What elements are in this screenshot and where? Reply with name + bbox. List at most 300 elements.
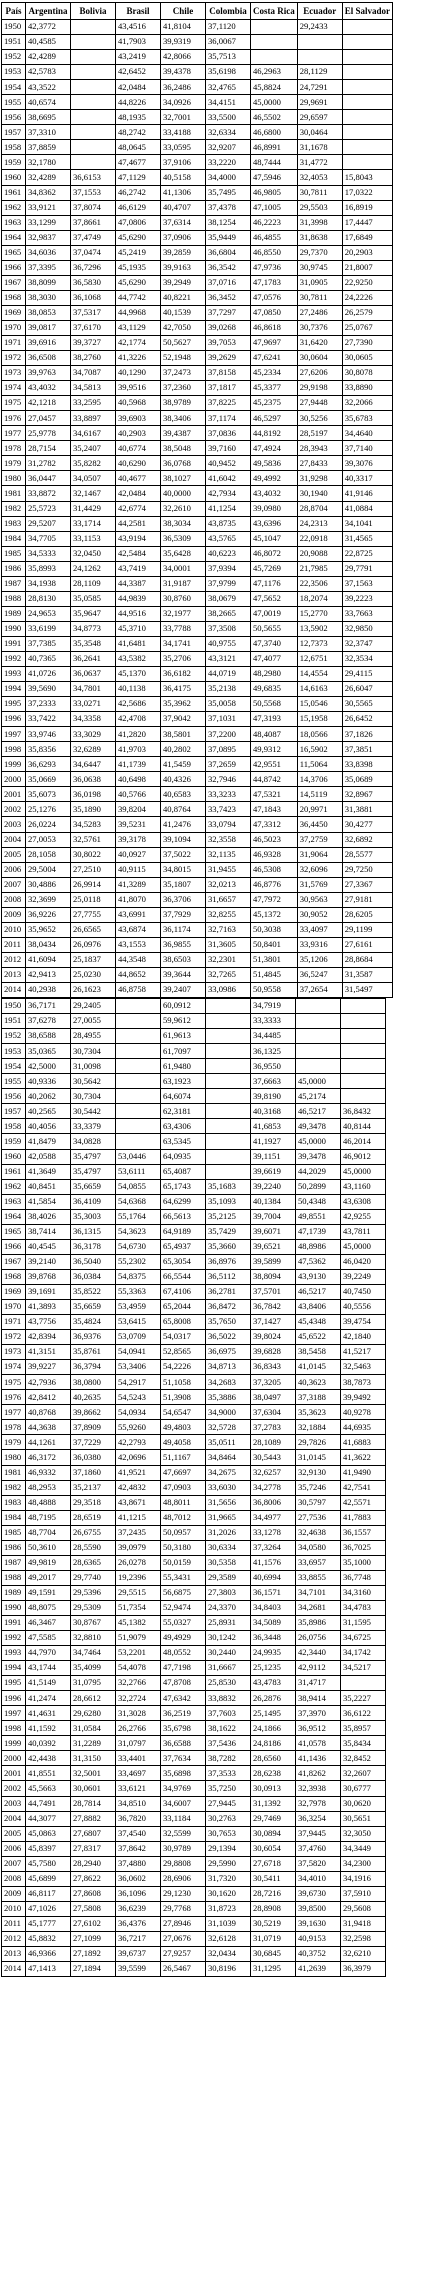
value-cell: 38,7414 (26, 1224, 71, 1239)
value-cell: 36,2486 (161, 80, 206, 95)
value-cell: 29,5207 (26, 516, 71, 531)
value-cell: 34,6447 (71, 757, 116, 772)
value-cell: 55,3363 (116, 1284, 161, 1299)
value-cell: 41,2474 (26, 1691, 71, 1706)
value-cell: 55,3431 (161, 1570, 206, 1585)
table-row (2, 606, 393, 621)
value-cell: 37,9042 (161, 712, 206, 727)
value-cell: 36,4175 (161, 682, 206, 697)
value-cell: 39,2249 (341, 1269, 386, 1284)
value-cell: 46,9805 (251, 185, 298, 200)
value-cell: 47,1129 (116, 170, 161, 185)
year-cell: 1952 (2, 50, 26, 65)
value-cell: 27,5808 (71, 1901, 116, 1916)
value-cell (341, 999, 386, 1014)
table-row (2, 651, 393, 666)
value-cell: 29,2405 (71, 999, 116, 1014)
value-cell: 41,8070 (116, 892, 161, 907)
value-cell: 36,5309 (161, 531, 206, 546)
value-cell: 32,2610 (161, 501, 206, 516)
value-cell (206, 1029, 251, 1044)
value-cell: 39,4378 (161, 65, 206, 80)
value-cell: 50,5627 (161, 335, 206, 350)
year-cell: 1967 (2, 275, 26, 290)
value-cell: 30,9052 (297, 907, 342, 922)
table-body-1 (2, 20, 393, 998)
value-cell: 35,3962 (161, 697, 206, 712)
value-cell: 47,6241 (251, 351, 298, 366)
value-cell: 41,1306 (161, 185, 206, 200)
value-cell: 50,0957 (161, 1525, 206, 1540)
value-cell: 47,1413 (26, 1962, 71, 1977)
value-cell: 41,6094 (26, 952, 71, 967)
value-cell: 43,4783 (251, 1676, 296, 1691)
value-cell: 24,9935 (251, 1646, 296, 1661)
value-cell: 41,6481 (116, 636, 161, 651)
value-cell: 29,2433 (297, 20, 342, 35)
table-row (2, 1194, 386, 1209)
year-cell: 1978 (2, 1420, 26, 1435)
value-cell: 35,0689 (342, 772, 392, 787)
value-cell: 42,9551 (251, 757, 298, 772)
value-cell: 37,8909 (71, 1420, 116, 1435)
value-cell: 32,0213 (206, 877, 251, 892)
value-cell: 48,2742 (116, 125, 161, 140)
value-cell: 39,1151 (251, 1149, 296, 1164)
value-cell: 35,2407 (71, 441, 116, 456)
value-cell: 30,5443 (251, 1450, 296, 1465)
value-cell: 37,1553 (71, 185, 116, 200)
value-cell: 46,5217 (296, 1104, 341, 1119)
value-cell: 45,0000 (251, 95, 298, 110)
value-cell: 30,5651 (341, 1811, 386, 1826)
table-row (2, 847, 393, 862)
value-cell (296, 1044, 341, 1059)
value-cell: 45,6899 (26, 1871, 71, 1886)
year-cell: 1956 (2, 1089, 26, 1104)
year-cell: 2006 (2, 862, 26, 877)
value-cell (342, 80, 392, 95)
year-cell: 1979 (2, 1435, 26, 1450)
value-cell: 34,7705 (26, 531, 71, 546)
value-cell: 28,3943 (297, 441, 342, 456)
value-cell: 45,8397 (26, 1841, 71, 1856)
value-cell: 34,3449 (341, 1841, 386, 1856)
table-row (2, 892, 393, 907)
value-cell: 32,6289 (71, 742, 116, 757)
value-cell: 26,2876 (251, 1691, 296, 1706)
value-cell: 37,3188 (296, 1390, 341, 1405)
value-cell: 37,7229 (71, 1435, 116, 1450)
value-cell: 35,9449 (206, 230, 251, 245)
value-cell: 37,0895 (206, 742, 251, 757)
value-cell: 28,6906 (161, 1871, 206, 1886)
value-cell: 36,0768 (161, 456, 206, 471)
value-cell: 40,7450 (341, 1284, 386, 1299)
table-row (2, 1811, 386, 1826)
value-cell: 33,8890 (342, 381, 392, 396)
value-cell: 35,6198 (206, 65, 251, 80)
value-cell: 55,2302 (116, 1254, 161, 1269)
value-cell: 26,2579 (342, 305, 392, 320)
value-cell: 36,2781 (206, 1284, 251, 1299)
value-cell: 32,6210 (341, 1947, 386, 1962)
year-cell: 1987 (2, 576, 26, 591)
value-cell (342, 155, 392, 170)
value-cell: 32,5463 (341, 1360, 386, 1375)
value-cell: 33,0986 (206, 983, 251, 998)
value-cell: 27,3367 (342, 877, 392, 892)
value-cell: 29,6280 (71, 1706, 116, 1721)
value-cell: 31,8638 (297, 230, 342, 245)
value-cell: 28,1109 (71, 576, 116, 591)
value-cell: 37,5022 (161, 847, 206, 862)
value-cell: 37,8642 (116, 1841, 161, 1856)
value-cell: 40,8144 (341, 1119, 386, 1134)
value-cell: 27,7390 (342, 335, 392, 350)
value-cell: 46,5502 (251, 110, 298, 125)
value-cell: 43,1744 (26, 1661, 71, 1676)
value-cell: 36,9512 (296, 1721, 341, 1736)
value-cell: 43,4516 (116, 20, 161, 35)
value-cell: 47,1739 (296, 1224, 341, 1239)
value-cell: 41,1927 (251, 1134, 296, 1149)
value-cell: 32,5599 (161, 1826, 206, 1841)
table-row (2, 486, 393, 501)
value-cell: 31,0584 (71, 1721, 116, 1736)
table-row (2, 1691, 386, 1706)
value-cell: 39,1094 (161, 832, 206, 847)
value-cell: 46,9332 (26, 1465, 71, 1480)
table-row (2, 1450, 386, 1465)
value-cell: 65,1743 (161, 1179, 206, 1194)
value-cell: 32,1135 (206, 847, 251, 862)
value-cell: 38,8094 (251, 1269, 296, 1284)
value-cell: 49,1591 (26, 1585, 71, 1600)
value-cell (116, 999, 161, 1014)
value-cell: 40,9336 (26, 1074, 71, 1089)
value-cell: 45,1372 (251, 907, 298, 922)
value-cell: 28,5590 (71, 1540, 116, 1555)
value-cell: 30,1242 (206, 1631, 251, 1646)
value-cell: 31,0797 (116, 1736, 161, 1751)
value-cell: 47,0019 (251, 606, 298, 621)
value-cell: 44,2029 (296, 1164, 341, 1179)
value-cell: 32,4053 (297, 170, 342, 185)
value-cell: 36,7171 (26, 999, 71, 1014)
value-cell: 42,5686 (116, 697, 161, 712)
value-cell: 32,9207 (206, 140, 251, 155)
value-cell: 49,2017 (26, 1570, 71, 1585)
value-cell: 37,1826 (342, 727, 392, 742)
value-cell: 44,9839 (116, 591, 161, 606)
table-row (2, 1676, 386, 1691)
value-cell: 37,6663 (251, 1074, 296, 1089)
value-cell: 43,6991 (116, 907, 161, 922)
value-cell (341, 1044, 386, 1059)
value-cell: 44,3077 (26, 1811, 71, 1826)
value-cell: 53,0709 (116, 1330, 161, 1345)
value-cell: 35,7429 (206, 1224, 251, 1239)
value-cell: 35,2125 (206, 1209, 251, 1224)
year-cell: 1967 (2, 1254, 26, 1269)
value-cell: 34,2300 (341, 1856, 386, 1871)
value-cell: 41,1576 (251, 1555, 296, 1570)
value-cell: 36,9550 (251, 1059, 296, 1074)
column-header: Chile (161, 3, 206, 20)
value-cell: 63,5345 (161, 1134, 206, 1149)
year-cell: 1955 (2, 1074, 26, 1089)
value-cell: 33,8398 (342, 757, 392, 772)
year-cell: 1960 (2, 1149, 26, 1164)
value-cell: 37,8859 (26, 140, 71, 155)
value-cell: 35,0511 (206, 1435, 251, 1450)
value-cell: 37,3508 (206, 621, 251, 636)
value-cell: 38,6503 (161, 952, 206, 967)
table-row (2, 1360, 386, 1375)
year-cell: 1976 (2, 411, 26, 426)
value-cell: 29,7826 (296, 1435, 341, 1450)
value-cell: 55,9260 (116, 1420, 161, 1435)
value-cell: 39,7053 (206, 335, 251, 350)
value-cell: 36,3542 (206, 260, 251, 275)
value-cell: 33,1299 (26, 215, 71, 230)
value-cell (296, 999, 341, 1014)
year-cell: 1996 (2, 1691, 26, 1706)
value-cell (71, 50, 116, 65)
value-cell: 31,9455 (206, 862, 251, 877)
value-cell: 40,8764 (161, 802, 206, 817)
value-cell: 54,0934 (116, 1405, 161, 1420)
value-cell: 40,1138 (116, 682, 161, 697)
table-row (2, 757, 393, 772)
table-row (2, 621, 393, 636)
value-cell: 35,4797 (71, 1149, 116, 1164)
value-cell: 47,9736 (251, 260, 298, 275)
value-cell: 15,8043 (342, 170, 392, 185)
value-cell: 63,4306 (161, 1119, 206, 1134)
value-cell: 27,8882 (71, 1811, 116, 1826)
value-cell: 32,6334 (206, 125, 251, 140)
value-cell: 30,7376 (297, 320, 342, 335)
table-row (2, 1871, 386, 1886)
value-cell: 41,6883 (341, 1435, 386, 1450)
value-cell: 45,8824 (251, 80, 298, 95)
value-cell: 33,3233 (206, 787, 251, 802)
year-cell: 1985 (2, 1525, 26, 1540)
value-cell: 33,1184 (161, 1811, 206, 1826)
year-cell: 1952 (2, 1029, 26, 1044)
table-row (2, 1014, 386, 1029)
value-cell: 41,2476 (161, 817, 206, 832)
value-cell: 34,2683 (206, 1375, 251, 1390)
table-row (2, 185, 393, 200)
value-cell: 33,5500 (206, 110, 251, 125)
value-cell: 28,6612 (71, 1691, 116, 1706)
value-cell: 39,6619 (251, 1164, 296, 1179)
value-cell: 45,1777 (26, 1916, 71, 1931)
year-cell: 1963 (2, 215, 26, 230)
value-cell: 48,8075 (26, 1600, 71, 1615)
year-cell: 1994 (2, 682, 26, 697)
value-cell: 36,3706 (161, 892, 206, 907)
table-row (2, 1886, 386, 1901)
value-cell: 30,5642 (71, 1074, 116, 1089)
value-cell: 34,1742 (341, 1646, 386, 1661)
value-cell: 46,9012 (341, 1149, 386, 1164)
table-row (2, 305, 393, 320)
value-cell: 27,0457 (26, 411, 71, 426)
value-cell: 27,2486 (297, 305, 342, 320)
value-cell: 59,9612 (161, 1014, 206, 1029)
value-cell: 32,4289 (26, 170, 71, 185)
value-cell: 64,6074 (161, 1089, 206, 1104)
value-cell: 29,7469 (251, 1811, 296, 1826)
value-cell: 44,3638 (26, 1420, 71, 1435)
value-cell: 48,0645 (116, 140, 161, 155)
value-cell: 35,7495 (206, 185, 251, 200)
value-cell: 39,9763 (26, 366, 71, 381)
column-header: Costa Rica (251, 3, 298, 20)
value-cell: 31,4772 (297, 155, 342, 170)
value-cell (71, 125, 116, 140)
value-cell: 40,5158 (161, 170, 206, 185)
value-cell: 49,4992 (251, 471, 298, 486)
table-row (2, 1134, 386, 1149)
value-cell: 41,1592 (26, 1721, 71, 1736)
value-cell: 34,1938 (26, 576, 71, 591)
table-row (2, 1736, 386, 1751)
value-cell: 43,4032 (251, 486, 298, 501)
value-cell: 26,0756 (296, 1631, 341, 1646)
value-cell: 39,3727 (71, 335, 116, 350)
year-cell: 1971 (2, 1315, 26, 1330)
table-row (2, 1299, 386, 1314)
value-cell: 67,4106 (161, 1284, 206, 1299)
value-cell: 33,6121 (116, 1781, 161, 1796)
value-cell: 28,8704 (297, 501, 342, 516)
value-cell: 40,0927 (116, 847, 161, 862)
value-cell: 39,6903 (116, 411, 161, 426)
value-cell: 16,8919 (342, 200, 392, 215)
value-cell: 30,7811 (297, 185, 342, 200)
value-cell: 47,5652 (251, 591, 298, 606)
value-cell: 31,9418 (341, 1916, 386, 1931)
value-cell: 49,4929 (161, 1631, 206, 1646)
value-cell: 37,0906 (161, 230, 206, 245)
table-row (2, 983, 393, 998)
value-cell: 30,6777 (341, 1781, 386, 1796)
table-row (2, 907, 393, 922)
value-cell: 36,8343 (251, 1360, 296, 1375)
value-cell: 38,0497 (251, 1390, 296, 1405)
value-cell: 14,6163 (297, 682, 342, 697)
value-cell: 41,9521 (116, 1465, 161, 1480)
table-row (2, 1059, 386, 1074)
value-cell: 40,4545 (26, 1239, 71, 1254)
value-cell: 49,4058 (161, 1435, 206, 1450)
value-cell (206, 1164, 251, 1179)
value-cell: 40,2903 (116, 426, 161, 441)
value-cell: 32,5728 (206, 1420, 251, 1435)
value-cell (71, 35, 116, 50)
value-cell: 46,5308 (251, 862, 298, 877)
value-cell: 52,9474 (161, 1600, 206, 1615)
value-cell: 31,3998 (297, 215, 342, 230)
value-cell: 35,8522 (71, 1284, 116, 1299)
value-cell: 29,3518 (71, 1495, 116, 1510)
value-cell: 41,2639 (296, 1962, 341, 1977)
table-row (2, 999, 386, 1014)
year-cell: 1971 (2, 335, 26, 350)
year-cell: 1959 (2, 155, 26, 170)
value-cell: 47,4677 (116, 155, 161, 170)
value-cell (116, 1104, 161, 1119)
value-cell: 35,0669 (26, 772, 71, 787)
table-row (2, 1119, 386, 1134)
value-cell: 40,9153 (296, 1931, 341, 1946)
value-cell: 40,2062 (26, 1089, 71, 1104)
year-cell: 1989 (2, 1585, 26, 1600)
value-cell: 42,4289 (26, 50, 71, 65)
value-cell: 37,4760 (296, 1841, 341, 1856)
value-cell: 31,9187 (161, 576, 206, 591)
value-cell: 34,4151 (206, 95, 251, 110)
value-cell: 17,4447 (342, 215, 392, 230)
table-row (2, 516, 393, 531)
value-cell: 32,6892 (342, 832, 392, 847)
value-cell: 62,3181 (161, 1104, 206, 1119)
value-cell: 45,3377 (251, 381, 298, 396)
value-cell: 41,3893 (26, 1299, 71, 1314)
value-cell: 30,1620 (206, 1886, 251, 1901)
value-cell (342, 140, 392, 155)
year-cell: 1982 (2, 501, 26, 516)
year-cell: 1975 (2, 1375, 26, 1390)
value-cell: 46,8776 (251, 877, 298, 892)
value-cell: 36,7217 (116, 1931, 161, 1946)
value-cell (116, 1014, 161, 1029)
value-cell: 36,6153 (71, 170, 116, 185)
value-cell: 47,0576 (251, 290, 298, 305)
table-row (2, 80, 393, 95)
table-row (2, 546, 393, 561)
value-cell: 42,5484 (116, 546, 161, 561)
value-cell: 34,2778 (251, 1480, 296, 1495)
table-row (2, 712, 393, 727)
value-cell: 45,0000 (296, 1074, 341, 1089)
table-row (2, 20, 393, 35)
value-cell: 44,3548 (116, 952, 161, 967)
value-cell: 26,6452 (342, 712, 392, 727)
value-cell: 42,8412 (26, 1390, 71, 1405)
column-header: El Salvador (342, 3, 392, 20)
value-cell: 12,6751 (297, 651, 342, 666)
value-cell: 42,8394 (26, 1330, 71, 1345)
value-cell: 37,6170 (71, 320, 116, 335)
year-cell: 1986 (2, 1540, 26, 1555)
value-cell: 36,7025 (341, 1540, 386, 1555)
value-cell (296, 1029, 341, 1044)
value-cell: 40,6223 (206, 546, 251, 561)
value-cell: 40,6290 (116, 456, 161, 471)
value-cell: 40,0392 (26, 1736, 71, 1751)
table-row (2, 682, 393, 697)
year-cell: 1965 (2, 1224, 26, 1239)
value-cell: 33,7423 (206, 802, 251, 817)
value-cell: 22,9250 (342, 275, 392, 290)
value-cell: 39,2240 (251, 1179, 296, 1194)
